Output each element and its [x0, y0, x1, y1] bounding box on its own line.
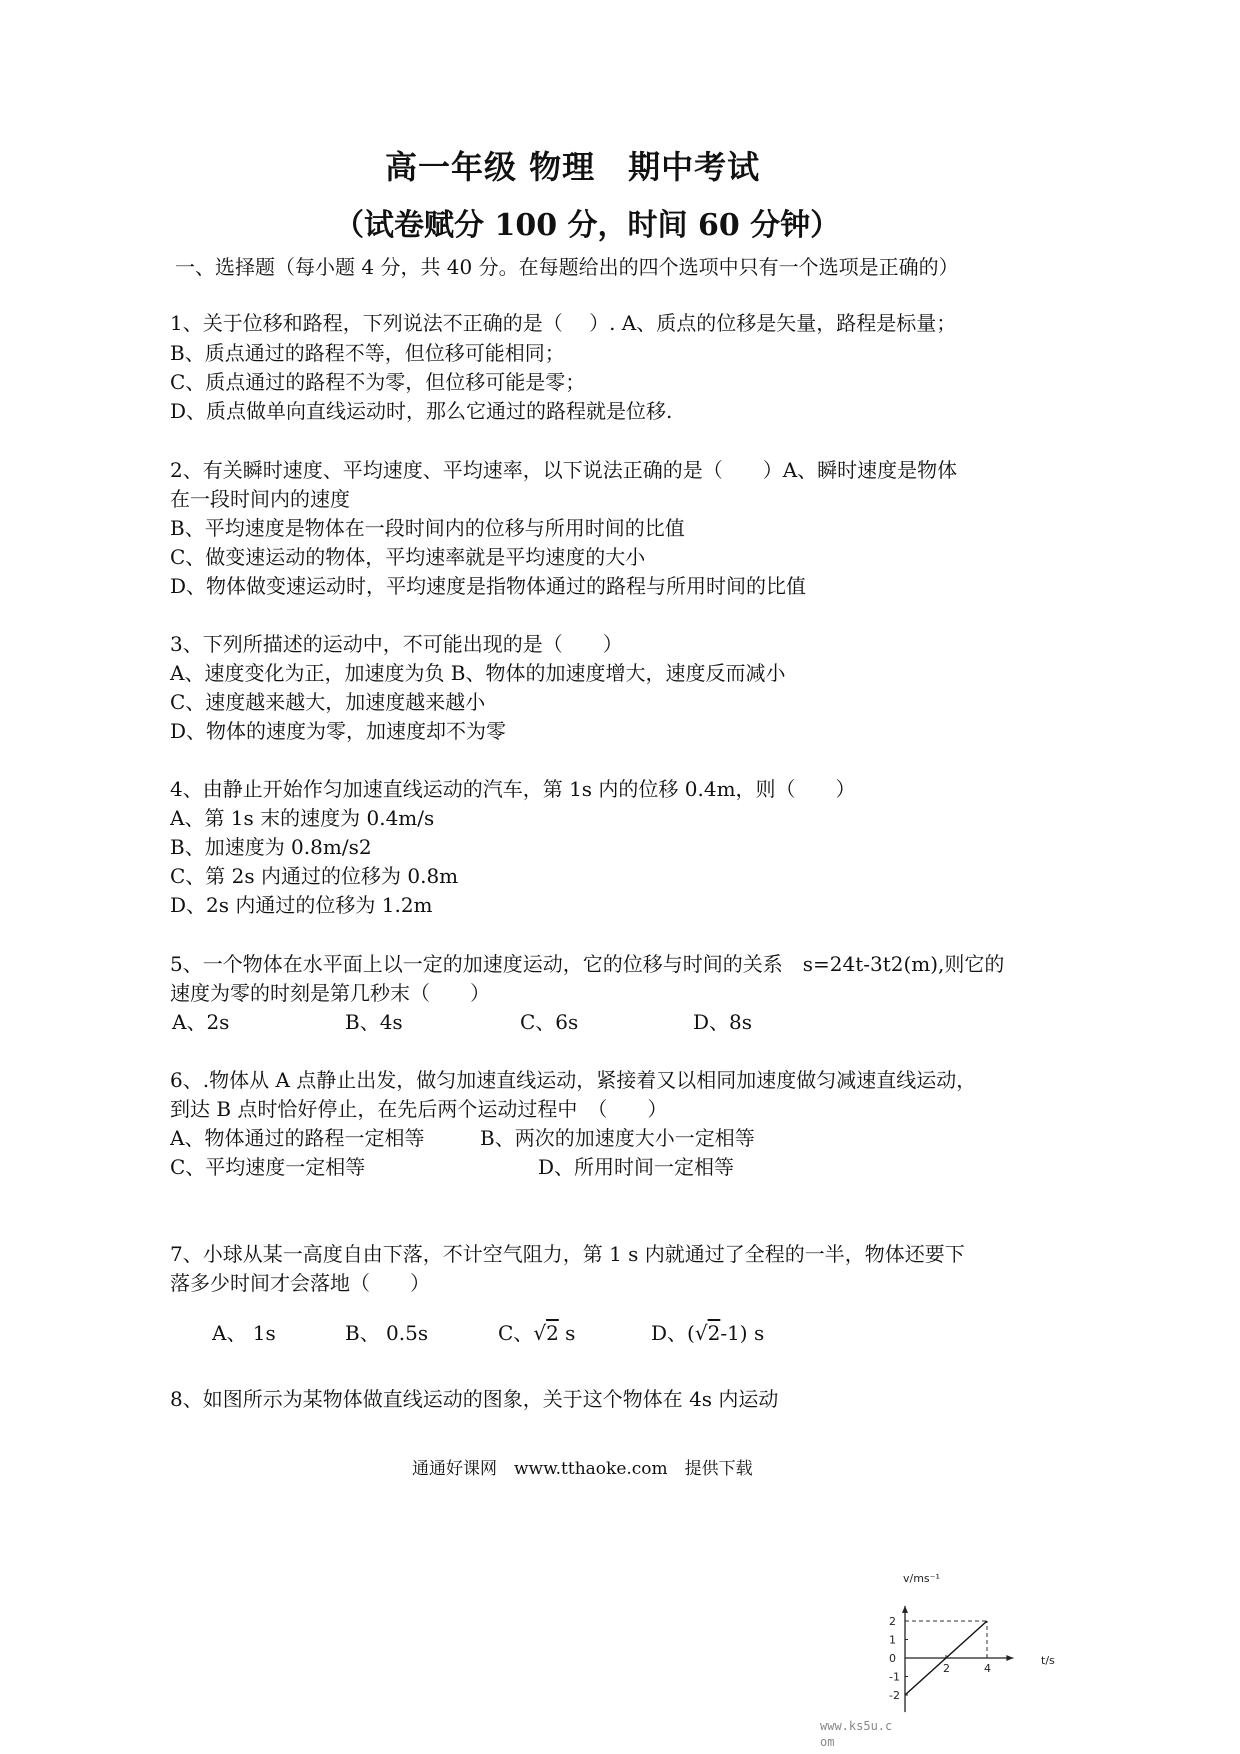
page-title: 高一年级 物理 期中考试 [385, 148, 761, 186]
x-axis-label: t/s [1041, 1654, 1055, 1667]
question-2-stem: 2、有关瞬时速度、平均速度、平均速率，以下说法正确的是（ ）A、瞬时速度是物体 [170, 458, 958, 482]
question-4-option-a: A、第 1s 末的速度为 0.4m/s [170, 806, 435, 830]
footer-credit: 通通好课网 www.tthaoke.com 提供下载 [412, 1459, 753, 1479]
question-4-stem: 4、由静止开始作匀加速直线运动的汽车，第 1s 内的位移 0.4m，则（ ） [170, 777, 856, 801]
watermark-line-2: om [820, 1735, 835, 1749]
question-7-option-c-suffix: s [558, 1321, 576, 1345]
question-4-option-b: B、加速度为 0.8m/s2 [170, 835, 372, 859]
question-7-option-b: B、 0.5s [345, 1321, 429, 1345]
question-7-option-d-radicand: 2 [707, 1321, 721, 1345]
y-tick-label--1: -1 [889, 1670, 900, 1684]
sqrt-symbol: √2 [533, 1321, 559, 1345]
question-6-option-c: C、平均速度一定相等 [170, 1155, 366, 1179]
page-subtitle: （试卷赋分 100 分，时间 60 分钟） [334, 208, 841, 243]
question-2-stem-cont: 在一段时间内的速度 [170, 487, 350, 511]
question-6-option-d: D、所用时间一定相等 [538, 1155, 735, 1179]
question-7-option-a: A、 1s [212, 1321, 276, 1345]
question-1-stem: 1、关于位移和路程，下列说法不正确的是（ ）. A、质点的位移是矢量，路程是标量； [170, 311, 957, 335]
question-7-option-c [498, 1318, 575, 1348]
y-axis-label: v/ms⁻¹ [903, 1572, 940, 1585]
x-tick-label-2: 2 [943, 1662, 950, 1675]
question-5-stem: 5、一个物体在水平面上以一定的加速度运动，它的位移与时间的关系 s=24t-3t2(m),则它的 [170, 952, 1005, 976]
x-tick-label-4: 4 [984, 1662, 991, 1675]
section-heading: 一、选择题（每小题 4 分，共 40 分。在每题给出的四个选项中只有一个选项是正确的） [175, 255, 959, 279]
question-5-option-d: D、8s [693, 1010, 753, 1034]
question-5-stem-cont: 速度为零的时刻是第几秒末（ ） [170, 981, 490, 1005]
question-3-stem: 3、下列所描述的运动中，不可能出现的是（ ） [170, 632, 623, 656]
question-5-option-a: A、2s [172, 1010, 230, 1034]
question-7-option-c-radicand: 2 [546, 1321, 559, 1345]
question-5-option-b: B、4s [345, 1010, 403, 1034]
question-2-option-b: B、平均速度是物体在一段时间内的位移与所用时间的比值 [170, 516, 685, 540]
guide-lines [905, 1621, 987, 1658]
watermark-line-1: www.ks5u.c [820, 1719, 893, 1733]
question-7-option-c-prefix: C、 [498, 1321, 534, 1345]
question-6-stem: 6、.物体从 A 点静止出发，做匀加速直线运动，紧接着又以相同加速度做匀减速直线运动， [170, 1068, 977, 1092]
axes [902, 1606, 1013, 1712]
question-4-option-d: D、2s 内通过的位移为 1.2m [170, 893, 433, 917]
velocity-time-graph [873, 1568, 1078, 1754]
y-tick-label--2: -2 [889, 1689, 900, 1702]
question-2-option-d: D、物体做变速运动时，平均速度是指物体通过的路程与所用时间的比值 [170, 574, 807, 598]
question-2-option-c: C、做变速运动的物体，平均速率就是平均速度的大小 [170, 545, 646, 569]
question-1-option-d: D、质点做单向直线运动时，那么它通过的路程就是位移. [170, 399, 673, 423]
y-axis-arrow [902, 1606, 908, 1613]
question-6-option-b: B、两次的加速度大小一定相等 [480, 1126, 755, 1150]
question-4-option-c: C、第 2s 内通过的位移为 0.8m [170, 864, 459, 888]
question-7-option-d-prefix: D、( [651, 1321, 695, 1345]
y-tick-label-0: 0 [889, 1652, 896, 1665]
question-1-option-b: B、质点通过的路程不等，但位移可能相同； [170, 341, 565, 365]
question-6-option-a: A、物体通过的路程一定相等 [170, 1126, 425, 1150]
question-8-stem: 8、如图所示为某物体做直线运动的图象，关于这个物体在 4s 内运动 [170, 1387, 779, 1411]
question-7-option-d-suffix: -1) s [720, 1321, 765, 1345]
question-7-option-d [651, 1318, 764, 1348]
question-7-stem: 7、小球从某一高度自由下落，不计空气阻力，第 1 s 内就通过了全程的一半，物体还要下 [170, 1242, 965, 1266]
sqrt-symbol: √2 [694, 1321, 721, 1345]
x-axis-arrow [1006, 1655, 1013, 1661]
question-3-option-c: C、速度越来越大，加速度越来越小 [170, 690, 486, 714]
question-3-option-d: D、物体的速度为零，加速度却不为零 [170, 719, 507, 743]
question-7-stem-cont: 落多少时间才会落地（ ） [170, 1271, 430, 1295]
y-tick-label-2: 2 [889, 1615, 896, 1628]
question-6-stem-cont: 到达 B 点时恰好停止，在先后两个运动过程中 （ ） [170, 1097, 668, 1121]
y-tick-label-1: 1 [889, 1633, 896, 1647]
question-1-option-c: C、质点通过的路程不为零，但位移可能是零； [170, 370, 586, 394]
question-3-option-ab: A、速度变化为正，加速度为负 B、物体的加速度增大，速度反而减小 [170, 661, 786, 685]
question-5-option-c: C、6s [520, 1010, 579, 1034]
